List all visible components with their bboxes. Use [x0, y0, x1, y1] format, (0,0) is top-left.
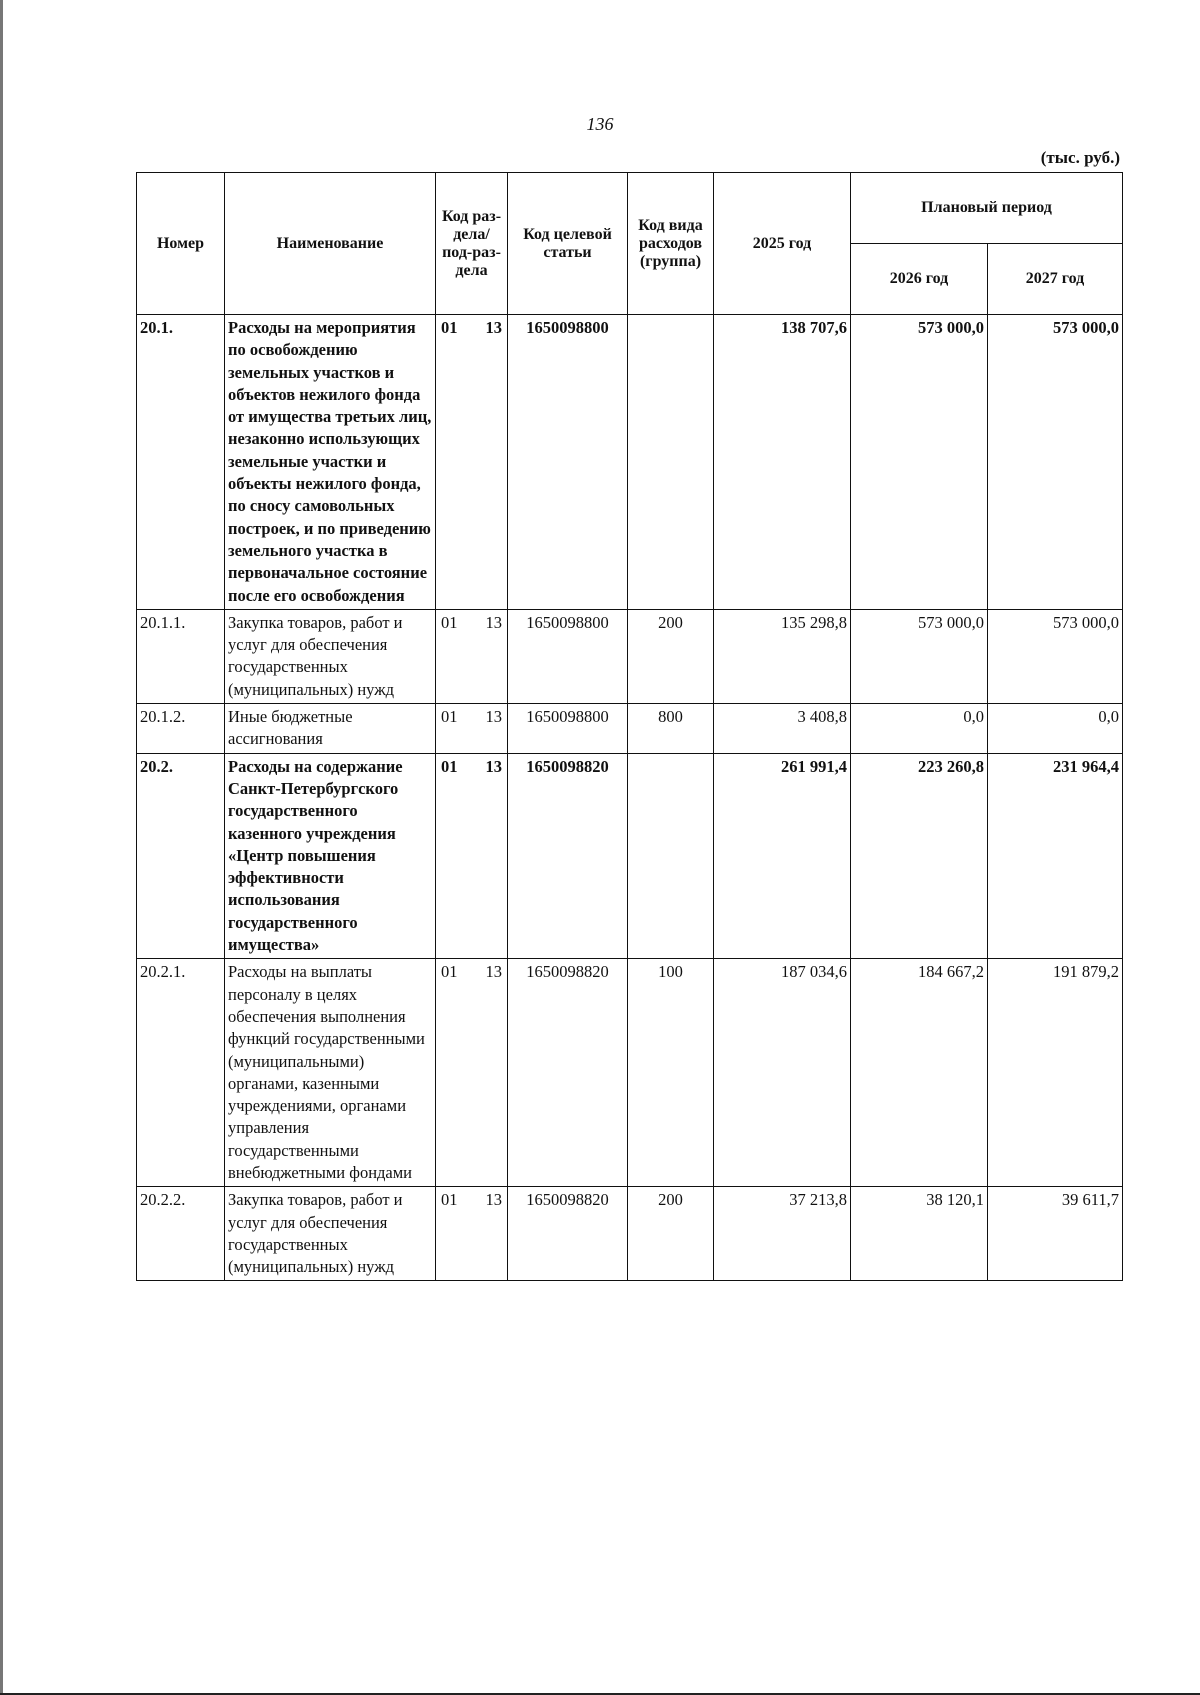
- row-razdel: 01: [441, 707, 458, 727]
- scan-left-edge: [0, 0, 3, 1695]
- table-row: [137, 1187, 1123, 1281]
- row-amount-2027: 39 611,7: [988, 1187, 1123, 1281]
- page-number: 136: [586, 114, 614, 134]
- row-number: 20.1.2.: [137, 704, 225, 754]
- row-amount-2026: 573 000,0: [851, 609, 988, 703]
- row-name: Иные бюджетные ассигнования: [225, 704, 436, 754]
- row-amount-2027: 191 879,2: [988, 959, 1123, 1187]
- row-section-code: [436, 1187, 508, 1281]
- row-amount-2027: 0,0: [988, 704, 1123, 754]
- row-target-code: 1650098800: [508, 704, 628, 754]
- row-amount-2027: 231 964,4: [988, 753, 1123, 959]
- row-target-code: 1650098820: [508, 1187, 628, 1281]
- row-amount-2026: 573 000,0: [851, 315, 988, 610]
- row-expense-type: 200: [628, 609, 714, 703]
- row-amount-2025: 138 707,6: [714, 315, 851, 610]
- table-row: [137, 704, 1123, 754]
- row-amount-2026: 223 260,8: [851, 753, 988, 959]
- row-target-code: 1650098820: [508, 753, 628, 959]
- row-name: Закупка товаров, работ и услуг для обеспечения государственных (муниципальных) нужд: [225, 1187, 436, 1281]
- row-number: 20.2.1.: [137, 959, 225, 1187]
- row-podrazdel: 13: [485, 612, 502, 632]
- row-expense-type: [628, 315, 714, 610]
- row-number: 20.1.1.: [137, 609, 225, 703]
- row-razdel: 01: [441, 1190, 458, 1210]
- row-number: 20.2.2.: [137, 1187, 225, 1281]
- row-amount-2026: 0,0: [851, 704, 988, 754]
- row-expense-type: 200: [628, 1187, 714, 1281]
- row-expense-type: [628, 753, 714, 959]
- row-amount-2026: 184 667,2: [851, 959, 988, 1187]
- row-amount-2025: 187 034,6: [714, 959, 851, 1187]
- row-section-code: [436, 609, 508, 703]
- row-expense-type: 800: [628, 704, 714, 754]
- row-name: Расходы на содержание Санкт-Петербургского государственного казенного учреждения «Центр повышения эффективности использования государственного имущества»: [225, 753, 436, 959]
- row-podrazdel: 13: [485, 1190, 502, 1210]
- table-row: [137, 609, 1123, 703]
- row-amount-2027: 573 000,0: [988, 609, 1123, 703]
- row-podrazdel: 13: [485, 756, 502, 776]
- row-amount-2027: 573 000,0: [988, 315, 1123, 610]
- table-row: [137, 959, 1123, 1187]
- row-razdel: 01: [441, 756, 458, 776]
- row-name: Закупка товаров, работ и услуг для обеспечения государственных (муниципальных) нужд: [225, 609, 436, 703]
- row-section-code: [436, 959, 508, 1187]
- row-razdel: 01: [441, 318, 458, 337]
- row-number: 20.2.: [137, 753, 225, 959]
- header-number: Номер: [137, 173, 225, 315]
- row-razdel: 01: [441, 962, 458, 982]
- row-section-code: [436, 753, 508, 959]
- table-row: [137, 315, 1123, 610]
- header-target-code: Код целевой статьи: [508, 173, 628, 315]
- row-section-code: [436, 704, 508, 754]
- row-amount-2026: 38 120,1: [851, 1187, 988, 1281]
- row-podrazdel: 13: [485, 318, 502, 337]
- table-header: [137, 173, 1123, 315]
- header-year-2025: 2025 год: [714, 173, 851, 315]
- row-podrazdel: 13: [485, 707, 502, 727]
- row-amount-2025: 135 298,8: [714, 609, 851, 703]
- table-body: [137, 315, 1123, 1281]
- table-row: [137, 753, 1123, 959]
- header-expense-type-code: Код вида расходов (группа): [628, 173, 714, 315]
- header-name: Наименование: [225, 173, 436, 315]
- header-year-2026: 2026 год: [851, 244, 988, 315]
- row-razdel: 01: [441, 612, 458, 632]
- units-label: (тыс. руб.): [1040, 148, 1120, 167]
- budget-table: [136, 172, 1123, 1281]
- header-planned-period: Плановый период: [851, 173, 1123, 244]
- row-name: Расходы на выплаты персоналу в целях обеспечения выполнения функций государственными (муниципальными) органами, казенными учреждениями, органами управления государственными внебюджетными фондами: [225, 959, 436, 1187]
- header-section-code: Код раз-дела/ под-раз-дела: [436, 173, 508, 315]
- row-target-code: 1650098820: [508, 959, 628, 1187]
- row-name: Расходы на мероприятия по освобождению земельных участков и объектов нежилого фонда от имущества третьих лиц, незаконно использующих земельные участки и объекты нежилого фонда, по сносу самовольных построек, и по приведению земельного участка в первоначальное состояние после его освобождения: [225, 315, 436, 610]
- row-target-code: 1650098800: [508, 315, 628, 610]
- row-amount-2025: 37 213,8: [714, 1187, 851, 1281]
- header-year-2027: 2027 год: [988, 244, 1123, 315]
- row-expense-type: 100: [628, 959, 714, 1187]
- row-podrazdel: 13: [485, 962, 502, 982]
- row-amount-2025: 3 408,8: [714, 704, 851, 754]
- row-number: 20.1.: [137, 315, 225, 610]
- row-section-code: [436, 315, 508, 610]
- row-amount-2025: 261 991,4: [714, 753, 851, 959]
- row-target-code: 1650098800: [508, 609, 628, 703]
